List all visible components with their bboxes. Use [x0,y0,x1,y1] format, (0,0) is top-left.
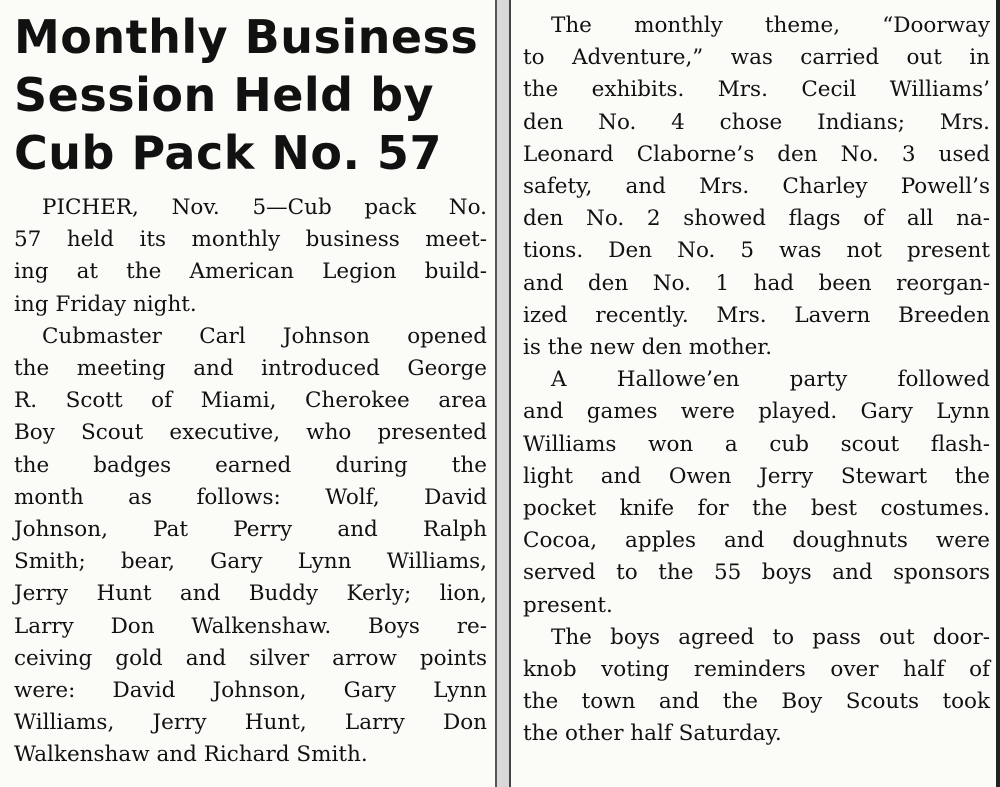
text-line: were: David Johnson, Gary Lynn [14,678,487,704]
text-line: den No. 4 chose Indians; Mrs. [523,109,990,135]
text-line: The monthly theme, “Doorway [551,13,990,38]
paragraph-theme [523,10,990,364]
text-line: present. [523,592,613,618]
headline-line: Session Held by [14,68,435,122]
text-line: ing at the American Legion build- [14,259,487,285]
text-line: and games were played. Gary Lynn [523,399,990,425]
text-line: Jerry Hunt and Buddy Kerly; lion, [14,581,487,607]
text-line: to Adventure,” was carried out in [523,45,990,71]
text-line: ing Friday night. [14,291,197,317]
text-line: Williams won a cub scout flash- [523,431,990,457]
text-line: R. Scott of Miami, Cherokee area [14,388,487,414]
text-line: Johnson, Pat Perry and Ralph [14,517,487,543]
article-left-column [0,0,497,787]
text-line: Cocoa, apples and doughnuts were [523,528,990,554]
text-line: A Hallowe’en party followed [551,367,990,393]
text-line: PICHER, Nov. 5—Cub pack No. [42,195,487,220]
text-line: Boy Scout executive, who presented [14,420,487,446]
text-line: The boys agreed to pass out door- [551,624,990,650]
text-line: 57 held its monthly business meet- [14,227,487,253]
text-line: knob voting reminders over half of [523,657,990,683]
text-line: Walkenshaw and Richard Smith. [14,742,368,768]
text-line: den No. 2 showed flags of all na- [523,206,990,232]
text-line: tions. Den No. 5 was not present [523,238,990,264]
headline-line: Monthly Business [14,10,479,64]
page-edge-rule [996,0,1000,787]
text-line: the meeting and introduced George [14,356,487,382]
paragraph-halloween [523,364,990,622]
text-line: ized recently. Mrs. Lavern Breeden [523,302,990,328]
text-line: the town and the Boy Scouts took [523,689,990,715]
paragraph-voting-reminders [523,622,990,751]
text-line: Cubmaster Carl Johnson opened [42,323,487,349]
column-rule [495,0,497,787]
text-line: the badges earned during the [14,452,487,478]
text-line: Leonard Claborne’s den No. 3 used [523,141,990,167]
headline-line: Cub Pack No. 57 [14,126,442,180]
text-line: Smith; bear, Gary Lynn Williams, [14,549,487,575]
text-line: the exhibits. Mrs. Cecil Williams’ [523,77,990,103]
text-line: Williams, Jerry Hunt, Larry Don [14,710,487,736]
text-line: the other half Saturday. [523,721,782,747]
text-line: month as follows: Wolf, David [14,484,487,510]
headline [14,8,487,182]
text-line: and den No. 1 had been reorgan- [523,270,990,296]
article-right-column [509,0,1000,787]
paragraph-badges [14,321,487,772]
text-line: light and Owen Jerry Stewart the [523,463,990,489]
text-line: is the new den mother. [523,335,773,361]
paragraph-dateline [14,192,487,321]
text-line: safety, and Mrs. Charley Powell’s [523,174,990,200]
text-line: pocket knife for the best costumes. [523,496,990,522]
text-line: ceiving gold and silver arrow points [14,645,487,671]
text-line: Larry Don Walkenshaw. Boys re- [14,613,487,639]
text-line: served to the 55 boys and sponsors [523,560,990,586]
